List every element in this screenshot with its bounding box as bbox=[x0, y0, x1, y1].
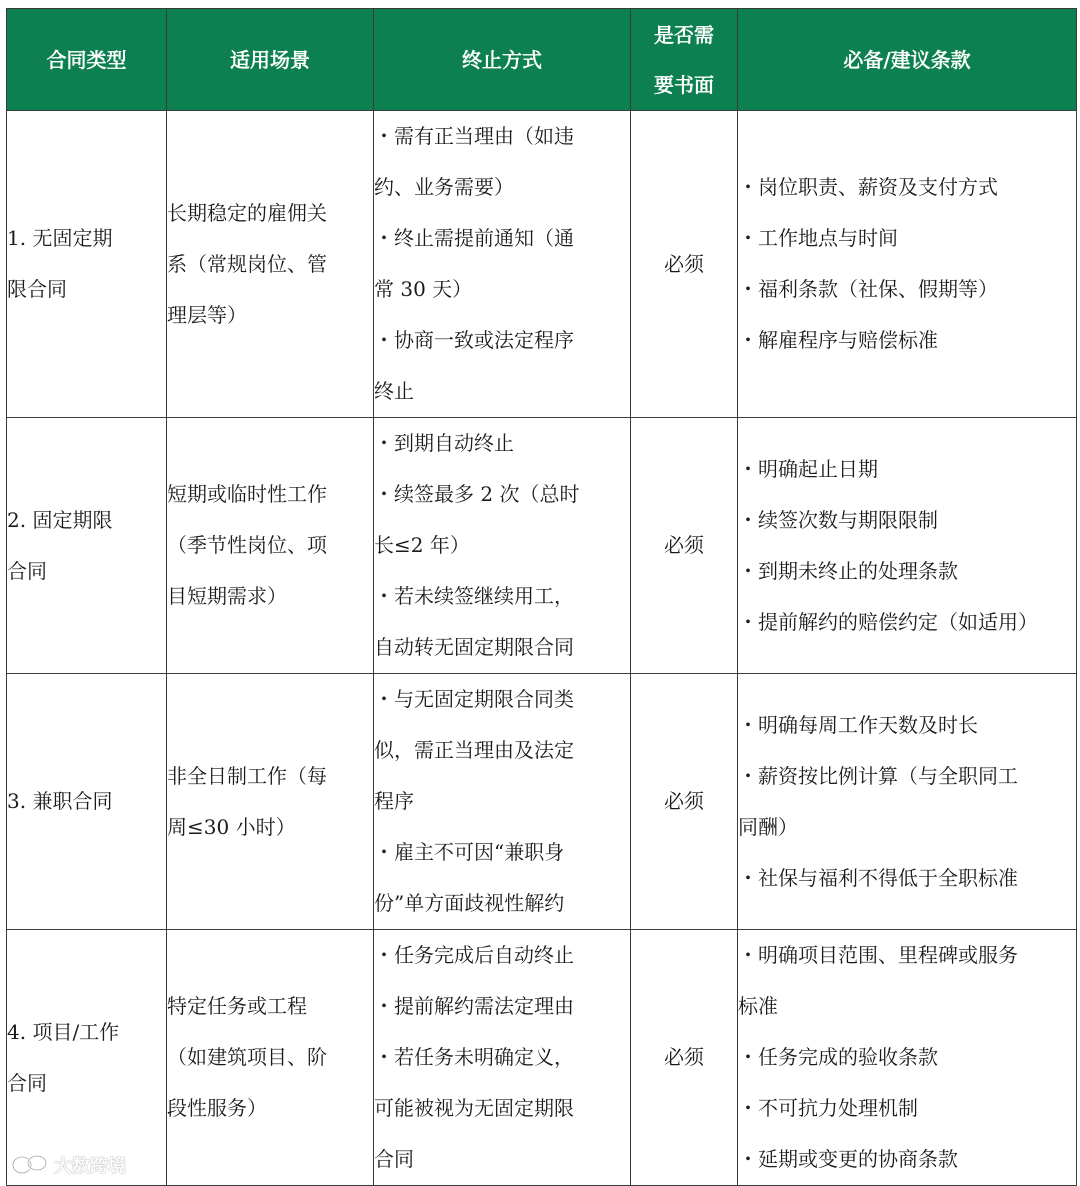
watermark-text: 大数跨境 bbox=[54, 1156, 126, 1177]
scenario-cell: 短期或临时性工作 （季节性岗位、项 目短期需求） bbox=[167, 418, 374, 674]
written-required-cell: 必须 bbox=[631, 111, 738, 418]
contract-type-cell: 3. 兼职合同 bbox=[7, 674, 167, 930]
clauses-cell: ・明确每周工作天数及时长 ・薪资按比例计算（与全职同工 同酬） ・社保与福利不得低于全职标准 bbox=[738, 674, 1077, 930]
header-written-required: 是否需 要书面 bbox=[631, 9, 738, 111]
clauses-cell: ・明确起止日期 ・续签次数与期限限制 ・到期未终止的处理条款 ・提前解约的赔偿约定（如适用） bbox=[738, 418, 1077, 674]
scenario-cell: 非全日制工作（每 周≤30 小时） bbox=[167, 674, 374, 930]
scenario-cell: 长期稳定的雇佣关 系（常规岗位、管 理层等） bbox=[167, 111, 374, 418]
written-required-cell: 必须 bbox=[631, 930, 738, 1186]
contract-types-table bbox=[6, 8, 1077, 1186]
table-row bbox=[7, 930, 1077, 1186]
termination-cell: ・任务完成后自动终止 ・提前解约需法定理由 ・若任务未明确定义， 可能被视为无固定期限 合同 bbox=[374, 930, 631, 1186]
written-required-cell: 必须 bbox=[631, 674, 738, 930]
table-row bbox=[7, 111, 1077, 418]
header-row bbox=[7, 9, 1077, 111]
contract-type-text: 1. 无固定期 bbox=[7, 226, 113, 250]
chat-bubbles-icon bbox=[10, 1153, 50, 1177]
clauses-cell: ・明确项目范围、里程碑或服务 标准 ・任务完成的验收条款 ・不可抗力处理机制 ・延期或变更的协商条款 bbox=[738, 930, 1077, 1186]
header-clauses: 必备/建议条款 bbox=[738, 9, 1077, 111]
scenario-cell: 特定任务或工程 （如建筑项目、阶 段性服务） bbox=[167, 930, 374, 1186]
termination-cell: ・与无固定期限合同类 似，需正当理由及法定 程序 ・雇主不可因“兼职身 份”单方面歧视性解约 bbox=[374, 674, 631, 930]
header-contract-type: 合同类型 bbox=[7, 9, 167, 111]
termination-cell: ・到期自动终止 ・续签最多 2 次（总时 长≤2 年） ・若未续签继续用工， 自动转无固定期限合同 bbox=[374, 418, 631, 674]
header-scenario: 适用场景 bbox=[167, 9, 374, 111]
contract-type-text: 限合同 bbox=[7, 277, 67, 301]
table-row bbox=[7, 674, 1077, 930]
table-row bbox=[7, 418, 1077, 674]
header-termination: 终止方式 bbox=[374, 9, 631, 111]
contract-type-cell bbox=[7, 111, 167, 418]
contract-type-cell: 2. 固定期限 合同 bbox=[7, 418, 167, 674]
watermark bbox=[10, 1150, 126, 1180]
clauses-cell: ・岗位职责、薪资及支付方式 ・工作地点与时间 ・福利条款（社保、假期等） ・解雇程序与赔偿标准 bbox=[738, 111, 1077, 418]
termination-cell: ・需有正当理由（如违 约、业务需要） ・终止需提前通知（通 常 30 天） ・协商一致或法定程序 终止 bbox=[374, 111, 631, 418]
written-required-cell: 必须 bbox=[631, 418, 738, 674]
contract-type-cell: 4. 项目/工作 合同 bbox=[7, 930, 167, 1186]
